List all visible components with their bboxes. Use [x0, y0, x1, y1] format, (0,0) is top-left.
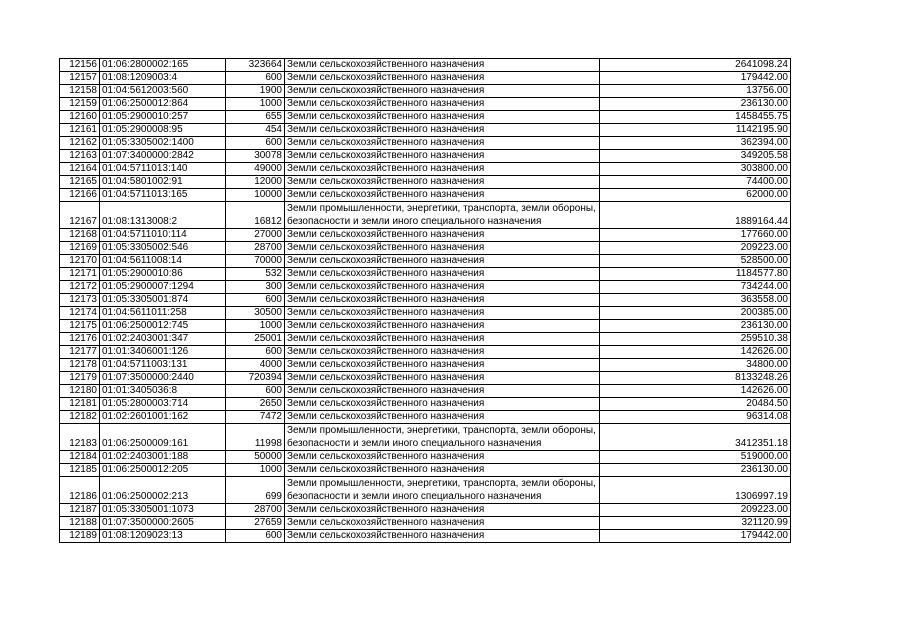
table-row: [60, 320, 791, 333]
row-number-cell: 12161: [60, 124, 100, 137]
table-row: [60, 372, 791, 385]
area-cell: 27659: [226, 517, 285, 530]
table-row: [60, 163, 791, 176]
land-category-cell: Земли сельскохозяйственного назначения: [285, 111, 600, 124]
land-category-cell: Земли сельскохозяйственного назначения: [285, 517, 600, 530]
cadastral-value-cell: 209223.00: [600, 242, 791, 255]
area-cell: 4000: [226, 359, 285, 372]
cadastral-value-cell: 62000.00: [600, 189, 791, 202]
table-row: [60, 359, 791, 372]
area-cell: 25001: [226, 333, 285, 346]
cadastral-number-cell: 01:04:5612003:560: [100, 85, 226, 98]
row-number-cell: 12165: [60, 176, 100, 189]
land-category-cell: Земли сельскохозяйственного назначения: [285, 150, 600, 163]
land-category-cell: Земли сельскохозяйственного назначения: [285, 242, 600, 255]
table-row: [60, 124, 791, 137]
table-row: [60, 111, 791, 124]
cadastral-number-cell: 01:07:3500000:2605: [100, 517, 226, 530]
cadastral-value-cell: 236130.00: [600, 98, 791, 111]
area-cell: 27000: [226, 229, 285, 242]
area-cell: 600: [226, 294, 285, 307]
land-category-cell: Земли промышленности, энергетики, транспорта, земли обороны, безопасности и земли иного специального назначения: [285, 477, 600, 504]
land-category-cell: Земли сельскохозяйственного назначения: [285, 137, 600, 150]
cadastral-value-cell: 179442.00: [600, 72, 791, 85]
row-number-cell: 12179: [60, 372, 100, 385]
table-row: [60, 202, 791, 229]
cadastral-value-cell: 8133248.26: [600, 372, 791, 385]
area-cell: 600: [226, 385, 285, 398]
row-number-cell: 12158: [60, 85, 100, 98]
row-number-cell: 12184: [60, 451, 100, 464]
area-cell: 12000: [226, 176, 285, 189]
row-number-cell: 12188: [60, 517, 100, 530]
row-number-cell: 12181: [60, 398, 100, 411]
cadastral-number-cell: 01:06:2500002:213: [100, 477, 226, 504]
row-number-cell: 12163: [60, 150, 100, 163]
cadastral-number-cell: 01:04:5711013:140: [100, 163, 226, 176]
row-number-cell: 12182: [60, 411, 100, 424]
cadastral-number-cell: 01:04:5711010:114: [100, 229, 226, 242]
area-cell: 600: [226, 137, 285, 150]
land-category-cell: Земли сельскохозяйственного назначения: [285, 255, 600, 268]
area-cell: 28700: [226, 242, 285, 255]
table-row: [60, 150, 791, 163]
land-category-cell: Земли сельскохозяйственного назначения: [285, 281, 600, 294]
cadastral-value-cell: 1458455.75: [600, 111, 791, 124]
cadastral-value-cell: 1306997.19: [600, 477, 791, 504]
row-number-cell: 12172: [60, 281, 100, 294]
area-cell: 49000: [226, 163, 285, 176]
land-category-cell: Земли сельскохозяйственного назначения: [285, 294, 600, 307]
area-cell: 1000: [226, 320, 285, 333]
land-plots-table: [59, 58, 791, 543]
cadastral-number-cell: 01:05:3305002:1400: [100, 137, 226, 150]
table-row: [60, 242, 791, 255]
cadastral-value-cell: 349205.58: [600, 150, 791, 163]
land-category-cell: Земли сельскохозяйственного назначения: [285, 59, 600, 72]
cadastral-number-cell: 01:04:5611008:14: [100, 255, 226, 268]
area-cell: 28700: [226, 504, 285, 517]
table-row: [60, 98, 791, 111]
cadastral-number-cell: 01:08:1209003:4: [100, 72, 226, 85]
area-cell: 600: [226, 346, 285, 359]
cadastral-value-cell: 209223.00: [600, 504, 791, 517]
cadastral-value-cell: 734244.00: [600, 281, 791, 294]
land-category-cell: Земли сельскохозяйственного назначения: [285, 464, 600, 477]
cadastral-value-cell: 74400.00: [600, 176, 791, 189]
cadastral-number-cell: 01:04:5711013:165: [100, 189, 226, 202]
area-cell: 655: [226, 111, 285, 124]
table-row: [60, 346, 791, 359]
table-row: [60, 530, 791, 543]
area-cell: 70000: [226, 255, 285, 268]
cadastral-number-cell: 01:05:2900007:1294: [100, 281, 226, 294]
table-row: [60, 85, 791, 98]
cadastral-value-cell: 236130.00: [600, 464, 791, 477]
row-number-cell: 12157: [60, 72, 100, 85]
land-category-cell: Земли сельскохозяйственного назначения: [285, 398, 600, 411]
cadastral-value-cell: 519000.00: [600, 451, 791, 464]
table-row: [60, 281, 791, 294]
area-cell: 2650: [226, 398, 285, 411]
area-cell: 454: [226, 124, 285, 137]
cadastral-value-cell: 363558.00: [600, 294, 791, 307]
land-category-cell: Земли сельскохозяйственного назначения: [285, 372, 600, 385]
cadastral-number-cell: 01:05:2900008:95: [100, 124, 226, 137]
area-cell: 699: [226, 477, 285, 504]
area-cell: 30078: [226, 150, 285, 163]
row-number-cell: 12169: [60, 242, 100, 255]
land-category-cell: Земли сельскохозяйственного назначения: [285, 385, 600, 398]
area-cell: 16812: [226, 202, 285, 229]
land-category-cell: Земли сельскохозяйственного назначения: [285, 411, 600, 424]
row-number-cell: 12164: [60, 163, 100, 176]
row-number-cell: 12170: [60, 255, 100, 268]
cadastral-value-cell: 1889164.44: [600, 202, 791, 229]
row-number-cell: 12175: [60, 320, 100, 333]
table-row: [60, 229, 791, 242]
area-cell: 7472: [226, 411, 285, 424]
area-cell: 1000: [226, 98, 285, 111]
table-row: [60, 255, 791, 268]
table-row: [60, 72, 791, 85]
area-cell: 600: [226, 530, 285, 543]
land-category-cell: Земли сельскохозяйственного назначения: [285, 189, 600, 202]
cadastral-value-cell: 142626.00: [600, 346, 791, 359]
cadastral-number-cell: 01:04:5711003:131: [100, 359, 226, 372]
area-cell: 11998: [226, 424, 285, 451]
cadastral-value-cell: 528500.00: [600, 255, 791, 268]
table-row: [60, 424, 791, 451]
table-row: [60, 477, 791, 504]
cadastral-number-cell: 01:02:2601001:162: [100, 411, 226, 424]
cadastral-number-cell: 01:01:3405036:8: [100, 385, 226, 398]
cadastral-value-cell: 96314.08: [600, 411, 791, 424]
area-cell: 720394: [226, 372, 285, 385]
area-cell: 1900: [226, 85, 285, 98]
cadastral-value-cell: 13756.00: [600, 85, 791, 98]
table-row: [60, 451, 791, 464]
cadastral-number-cell: 01:06:2500012:745: [100, 320, 226, 333]
row-number-cell: 12173: [60, 294, 100, 307]
row-number-cell: 12183: [60, 424, 100, 451]
land-category-cell: Земли сельскохозяйственного назначения: [285, 85, 600, 98]
table-row: [60, 268, 791, 281]
cadastral-number-cell: 01:05:3305002:546: [100, 242, 226, 255]
land-category-cell: Земли сельскохозяйственного назначения: [285, 307, 600, 320]
row-number-cell: 12176: [60, 333, 100, 346]
land-category-cell: Земли сельскохозяйственного назначения: [285, 451, 600, 464]
cadastral-value-cell: 34800.00: [600, 359, 791, 372]
cadastral-number-cell: 01:02:2403001:347: [100, 333, 226, 346]
cadastral-value-cell: 20484.50: [600, 398, 791, 411]
cadastral-value-cell: 1184577.80: [600, 268, 791, 281]
row-number-cell: 12185: [60, 464, 100, 477]
area-cell: 300: [226, 281, 285, 294]
land-category-cell: Земли сельскохозяйственного назначения: [285, 124, 600, 137]
cadastral-number-cell: 01:01:3406001:126: [100, 346, 226, 359]
land-category-cell: Земли сельскохозяйственного назначения: [285, 163, 600, 176]
cadastral-value-cell: 200385.00: [600, 307, 791, 320]
area-cell: 10000: [226, 189, 285, 202]
cadastral-number-cell: 01:05:3305001:874: [100, 294, 226, 307]
area-cell: 600: [226, 72, 285, 85]
cadastral-value-cell: 236130.00: [600, 320, 791, 333]
land-category-cell: Земли сельскохозяйственного назначения: [285, 346, 600, 359]
table-row: [60, 176, 791, 189]
table-row: [60, 464, 791, 477]
cadastral-value-cell: 179442.00: [600, 530, 791, 543]
cadastral-number-cell: 01:04:5611011:258: [100, 307, 226, 320]
row-number-cell: 12171: [60, 268, 100, 281]
row-number-cell: 12186: [60, 477, 100, 504]
row-number-cell: 12178: [60, 359, 100, 372]
land-category-cell: Земли сельскохозяйственного назначения: [285, 359, 600, 372]
land-category-cell: Земли промышленности, энергетики, транспорта, земли обороны, безопасности и земли иного специального назначения: [285, 202, 600, 229]
cadastral-number-cell: 01:04:5801002:91: [100, 176, 226, 189]
cadastral-value-cell: 321120.99: [600, 517, 791, 530]
cadastral-value-cell: 3412351.18: [600, 424, 791, 451]
cadastral-value-cell: 1142195.90: [600, 124, 791, 137]
cadastral-number-cell: 01:05:2900010:257: [100, 111, 226, 124]
row-number-cell: 12168: [60, 229, 100, 242]
table-row: [60, 137, 791, 150]
land-category-cell: Земли промышленности, энергетики, транспорта, земли обороны, безопасности и земли иного специального назначения: [285, 424, 600, 451]
cadastral-number-cell: 01:06:2500012:864: [100, 98, 226, 111]
cadastral-number-cell: 01:02:2403001:188: [100, 451, 226, 464]
cadastral-number-cell: 01:07:3400000:2842: [100, 150, 226, 163]
area-cell: 323664: [226, 59, 285, 72]
cadastral-value-cell: 177660.00: [600, 229, 791, 242]
table-row: [60, 59, 791, 72]
cadastral-number-cell: 01:05:2900010:86: [100, 268, 226, 281]
row-number-cell: 12166: [60, 189, 100, 202]
land-category-cell: Земли сельскохозяйственного назначения: [285, 229, 600, 242]
row-number-cell: 12167: [60, 202, 100, 229]
cadastral-number-cell: 01:05:3305001:1073: [100, 504, 226, 517]
cadastral-number-cell: 01:05:2800003:714: [100, 398, 226, 411]
land-category-cell: Земли сельскохозяйственного назначения: [285, 72, 600, 85]
cadastral-number-cell: 01:06:2800002:165: [100, 59, 226, 72]
cadastral-number-cell: 01:08:1313008:2: [100, 202, 226, 229]
area-cell: 50000: [226, 451, 285, 464]
cadastral-number-cell: 01:06:2500012:205: [100, 464, 226, 477]
cadastral-number-cell: 01:08:1209023:13: [100, 530, 226, 543]
table-body: [60, 59, 791, 543]
table-row: [60, 333, 791, 346]
row-number-cell: 12189: [60, 530, 100, 543]
table-row: [60, 411, 791, 424]
table-row: [60, 517, 791, 530]
row-number-cell: 12159: [60, 98, 100, 111]
row-number-cell: 12162: [60, 137, 100, 150]
land-category-cell: Земли сельскохозяйственного назначения: [285, 320, 600, 333]
table-row: [60, 307, 791, 320]
row-number-cell: 12177: [60, 346, 100, 359]
area-cell: 30500: [226, 307, 285, 320]
cadastral-value-cell: 362394.00: [600, 137, 791, 150]
land-category-cell: Земли сельскохозяйственного назначения: [285, 268, 600, 281]
land-category-cell: Земли сельскохозяйственного назначения: [285, 504, 600, 517]
row-number-cell: 12156: [60, 59, 100, 72]
cadastral-number-cell: 01:07:3500000:2440: [100, 372, 226, 385]
land-category-cell: Земли сельскохозяйственного назначения: [285, 333, 600, 346]
row-number-cell: 12174: [60, 307, 100, 320]
cadastral-value-cell: 142626.00: [600, 385, 791, 398]
row-number-cell: 12160: [60, 111, 100, 124]
land-category-cell: Земли сельскохозяйственного назначения: [285, 98, 600, 111]
table-row: [60, 189, 791, 202]
area-cell: 532: [226, 268, 285, 281]
area-cell: 1000: [226, 464, 285, 477]
land-category-cell: Земли сельскохозяйственного назначения: [285, 176, 600, 189]
table-row: [60, 504, 791, 517]
row-number-cell: 12180: [60, 385, 100, 398]
row-number-cell: 12187: [60, 504, 100, 517]
land-category-cell: Земли сельскохозяйственного назначения: [285, 530, 600, 543]
cadastral-value-cell: 303800.00: [600, 163, 791, 176]
cadastral-value-cell: 2641098.24: [600, 59, 791, 72]
table-row: [60, 294, 791, 307]
table-row: [60, 385, 791, 398]
cadastral-number-cell: 01:06:2500009:161: [100, 424, 226, 451]
table-row: [60, 398, 791, 411]
cadastral-value-cell: 259510.38: [600, 333, 791, 346]
